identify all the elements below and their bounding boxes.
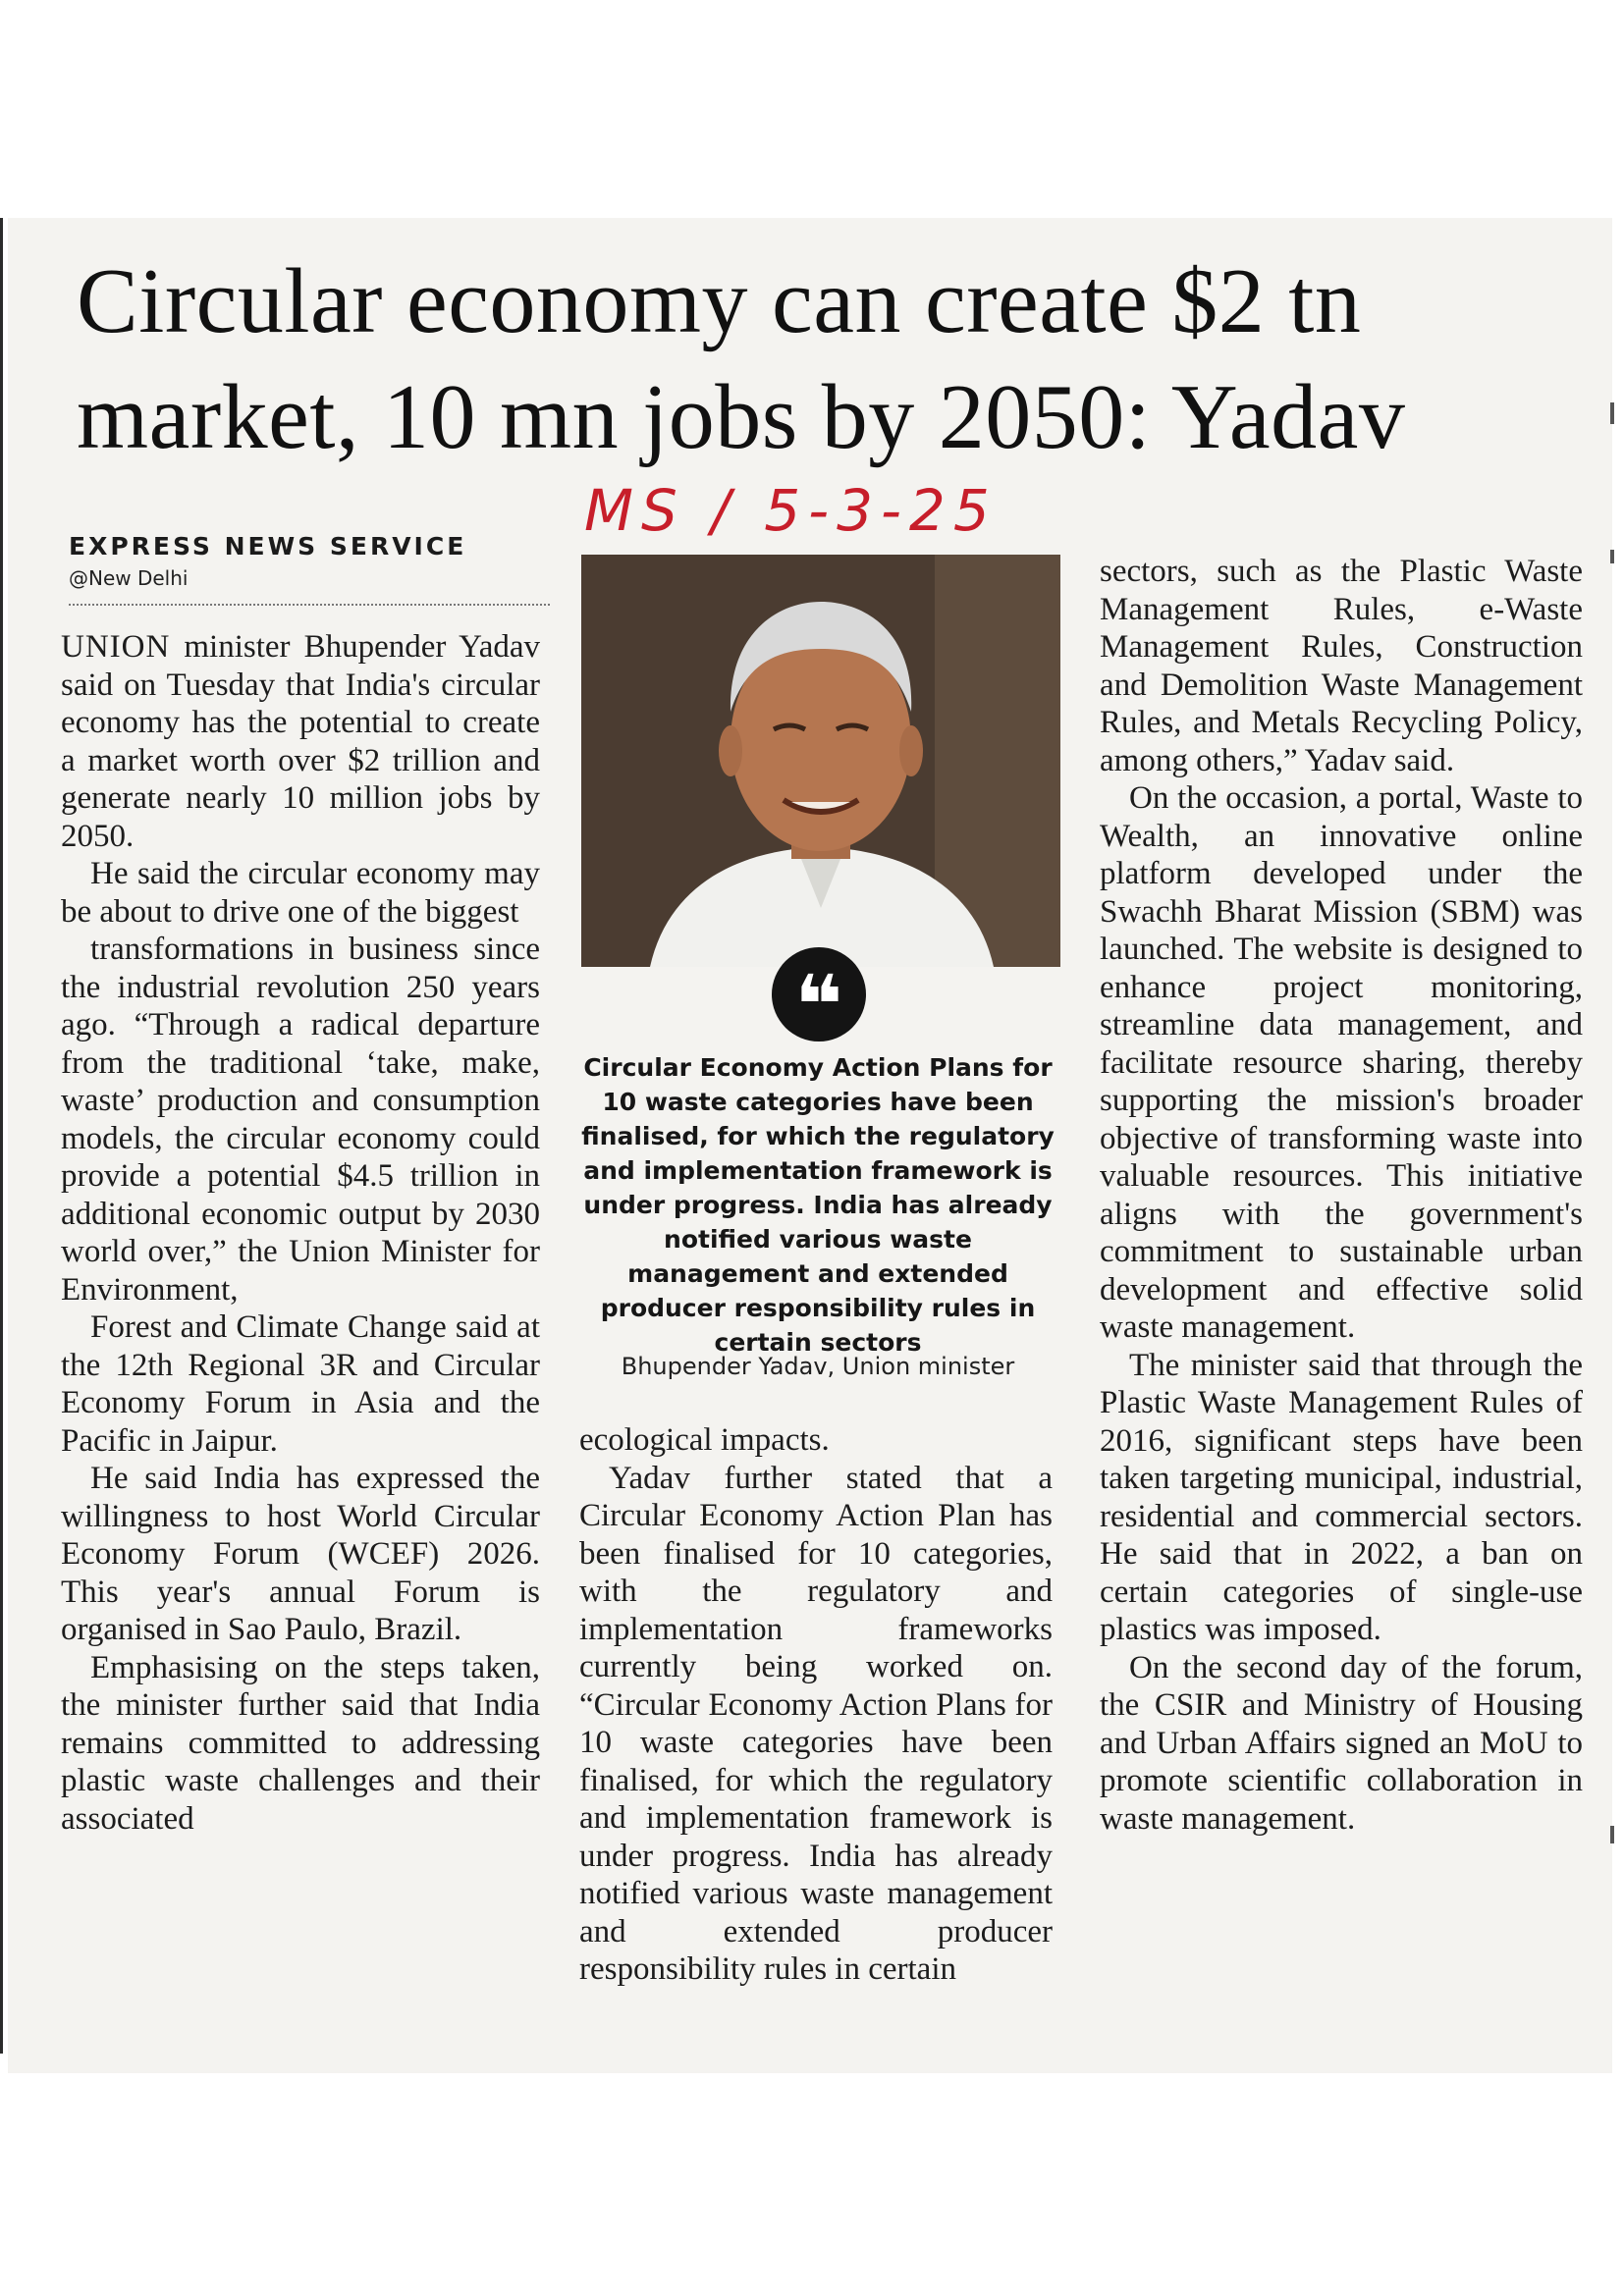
paragraph: sectors, such as the Plastic Waste Management Rules, e-Waste Management Rules, Construction and Demolition Waste Management Rules, and Metals Recycling Policy, among others,” Yadav said. — [1100, 554, 1583, 778]
headline-line-2: market, 10 mn jobs by 2050: Yadav — [77, 366, 1406, 468]
paragraph: On the second day of the forum, the CSIR and Ministry of Housing and Urban Affairs signed an MoU to promote scientific collaboration in waste management. — [1100, 1649, 1583, 1837]
handwritten-note: MS / 5-3-25 — [584, 477, 998, 544]
quote-icon: ❝ — [772, 947, 866, 1041]
paragraph: Yadav further stated that a Circular Economy Action Plan has been finalised for 10 categories, with the regulatory and implementation frameworks currently being worked on. “Circular Economy Action Plans for 10 waste categories have been finalised, for which the regulatory and implementation framework is under progress. India has already notified various waste management and extended producer responsibility rules in certain — [579, 1460, 1053, 1987]
paragraph: The minister said that through the Plastic Waste Management Rules of 2016, significant steps have been taken targeting municipal, industrial, residential and commercial sectors. He said that in 2022, a ban on certain categories of single-use plastics was imposed. — [1100, 1347, 1583, 1647]
paragraph: On the occasion, a portal, Waste to Wealth, an innovative online platform developed under the Swachh Bharat Mission (SBM) was launched. The website is designed to enhance project monitoring, streamline data management, and facilitate resource sharing, thereby supporting the mission's broader objective of transforming waste into valuable resources. This initiative aligns with the government's commitment to sustainable urban development and effective solid waste management. — [1100, 780, 1583, 1345]
clipping-left-edge — [0, 218, 3, 2054]
byline — [69, 532, 540, 606]
paragraph: ecological impacts. — [579, 1422, 830, 1458]
article-column-1 — [61, 628, 540, 1838]
lead-word: UNION — [61, 629, 171, 665]
byline-dateline: @New Delhi — [69, 566, 189, 590]
edge-mark — [1610, 550, 1614, 563]
pull-quote: Circular Economy Action Plans for 10 waste categories have been finalised, for which the regulatory and implementation framework is under progress. India has already notified various waste management and extended producer responsibility rules in certain sectors — [581, 1053, 1055, 1357]
article-column-3 — [1100, 553, 1583, 1838]
pull-quote-attribution: Bhupender Yadav, Union minister — [621, 1353, 1015, 1380]
paragraph: He said India has expressed the willingness to host World Circular Economy Forum (WCEF) 2026. This year's annual Forum is organised in Sao Paulo, Brazil. — [61, 1461, 540, 1647]
edge-mark — [1610, 1826, 1614, 1843]
headline-line-1: Circular economy can create $2 tn — [77, 250, 1362, 352]
portrait-illustration — [581, 555, 1060, 967]
minister-photo — [581, 555, 1060, 967]
byline-agency: EXPRESS NEWS SERVICE — [69, 532, 467, 561]
paragraph-text: minister Bhupender Yadav said on Tuesday that India's circular economy has the potential to create a market worth over $2 trillion and generate nearly 10 million jobs by 2050. — [61, 629, 540, 854]
paragraph: He said the circular economy may be about to drive one of the biggest — [61, 856, 540, 930]
paragraph: transformations in business since the industrial revolution 250 years ago. “Through a radical departure from the traditional ‘take, make, waste’ production and consumption models, the circular economy could provide a potential $4.5 trillion in additional economic output by 2030 world over,” the Union Minister for Environment, — [61, 932, 540, 1308]
paragraph: Emphasising on the steps taken, the minister further said that India remains committed to addressing plastic waste challenges and their associated — [61, 1649, 540, 1837]
paragraph: Forest and Climate Change said at the 12th Regional 3R and Circular Economy Forum in Asia and the Pacific in Jaipur. — [61, 1309, 540, 1459]
headline — [77, 243, 1569, 475]
byline-divider — [69, 604, 550, 606]
paragraph — [61, 628, 540, 855]
edge-mark — [1610, 402, 1614, 424]
article-column-2 — [579, 1421, 1053, 1989]
